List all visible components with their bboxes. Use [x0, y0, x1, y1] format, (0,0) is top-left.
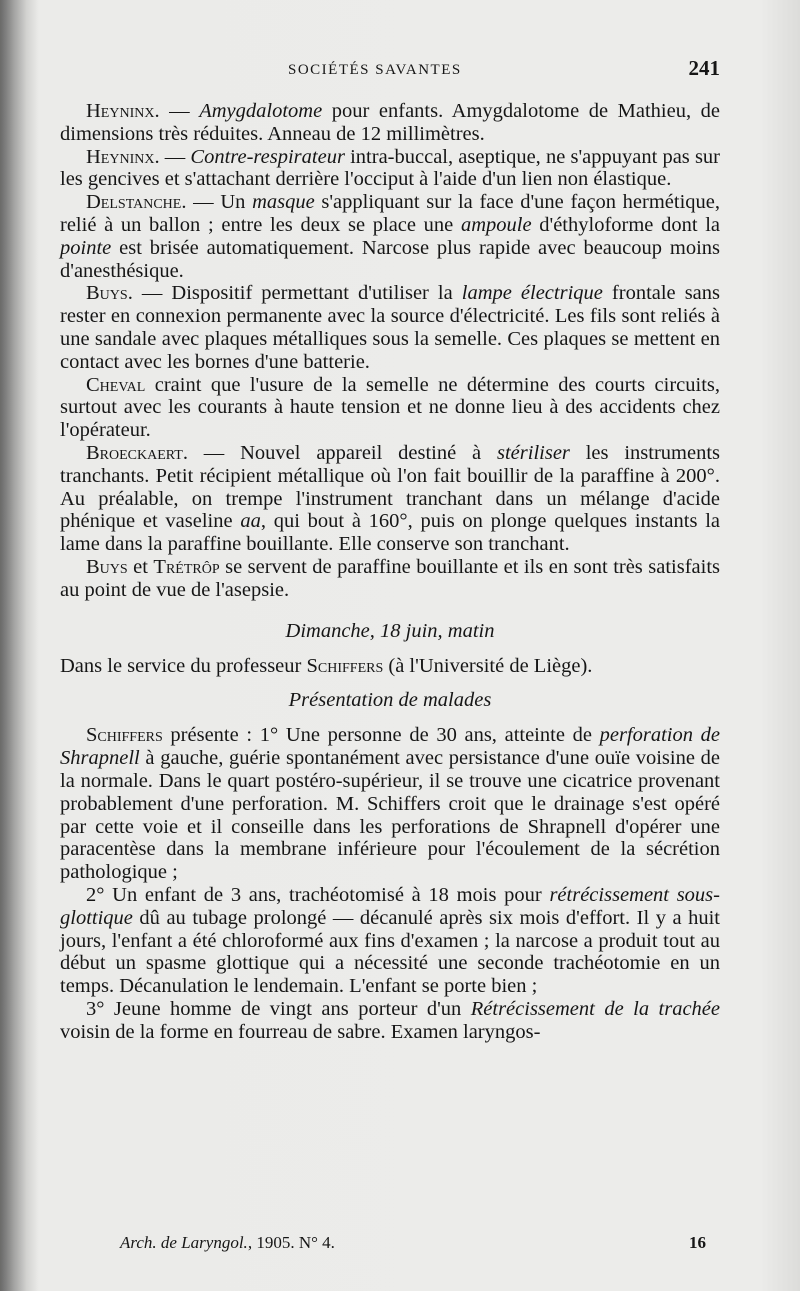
page-footer	[60, 1233, 720, 1259]
author-name: Buys	[86, 282, 128, 305]
page-header	[60, 56, 720, 86]
journal-reference	[120, 1233, 335, 1253]
author-name: Buys	[86, 555, 128, 578]
subsection-heading: Présentation de malades	[288, 689, 492, 712]
instrument-title: Contre-respirateur	[190, 145, 345, 168]
paragraph-broeckaert: Broeckaert. — Nouvel appareil destiné à stériliser les instruments tranchants. Petit récipient métallique où l'on fait bouillir de la paraffine à 200°. Au préalable, on trempe l'instrument tranchant dans un mélange d'acide phénique et vaseline aa, qui bout à 160°, puis on plonge quelques instants la lame dans la paraffine bouillante. Elle conserve son tranchant.	[60, 441, 721, 556]
paragraph-service: Dans le service du professeur Schiffers (à l'Université de Liège).	[60, 654, 593, 677]
author-name: Cheval	[86, 373, 146, 396]
author-name: Schiffers	[86, 724, 163, 747]
paragraph-buys-tretrop: Buys et Trétrôp se servent de paraffine bouillante et ils en sont très satisfaits au point de vue de l'asepsie.	[60, 555, 720, 601]
journal-issue: , 1905. N° 4.	[247, 1233, 335, 1252]
spacer	[60, 602, 720, 620]
spacer	[60, 677, 720, 689]
paragraph-case-2: 2° Un enfant de 3 ans, trachéotomisé à 18 mois pour rétrécissement sous-glottique dû au tubage prolongé — décanulé après six mois d'effort. Il y a huit jours, l'enfant a été chloroformé aux fins d'examen ; la narcose a produit tout au début un spasme glottique qui a nécessité une seconde trachéotomie en un temps. Décanulation le lendemain. L'enfant se porte bien ;	[60, 883, 720, 998]
instrument-title: Amygdalotome	[199, 100, 323, 122]
running-head: SOCIÉTÉS SAVANTES	[288, 62, 462, 78]
paragraph-delstanche: Delstanche. — Un masque s'appliquant sur la face d'une façon hermétique, relié à un ballon ; entre les deux se place une ampoule d'éthyloforme dont la pointe est brisée automatiquement. Narcose plus rapide avec beaucoup moins d'anesthésique.	[60, 191, 720, 282]
binding-shadow	[0, 0, 38, 1291]
paragraph-heyninx-contre-respirateur: Heyninx. — Contre-respirateur intra-buccal, aseptique, ne s'appuyant pas sur les gencives et s'attachant derrière l'occiput à l'aide d'un lien non élastique.	[60, 145, 720, 191]
signature-mark: 16	[689, 1233, 706, 1252]
journal-name: Arch. de Laryngol.	[120, 1233, 248, 1252]
author-name: Heyninx	[86, 100, 155, 122]
author-name: Broeckaert	[86, 441, 183, 464]
paragraph-buys: Buys. — Dispositif permettant d'utiliser la lampe électrique frontale sans rester en connexion permanente avec la source d'électricité. Les fils sont reliés à une sandale avec plaques métalliques sous la semelle. Ces plaques se mettent en contact avec les bornes d'une batterie.	[60, 282, 721, 373]
paragraph-schiffers: Schiffers présente : 1° Une personne de 30 ans, atteinte de perforation de Shrapnell à gauche, guérie spontanément avec persistance d'une ouïe voisine de la normale. Dans le quart postéro-supérieur, il se trouve une cicatrice provenant probablement d'une perforation. M. Schiffers croit que le drainage s'est opéré par cette voie et il conseille dans les perforations de Shrapnell d'opérer une paracentèse dans la membrane inférieure pour l'écoulement de la sécrétion pathologique ;	[60, 724, 720, 884]
section-heading: Dimanche, 18 juin, matin	[285, 619, 495, 642]
author-name: Schiffers	[306, 654, 384, 677]
paragraph-cheval: Cheval craint que l'usure de la semelle ne détermine des courts circuits, surtout avec les courants à haute tension et ne donne lieu à des accidents chez l'opérateur.	[60, 373, 720, 442]
spacer	[60, 643, 720, 655]
author-name: Heyninx	[86, 145, 155, 168]
author-name: Delstanche	[86, 191, 182, 214]
body-text	[60, 100, 720, 1043]
page-number: 241	[688, 56, 720, 80]
author-name: Trétrôp	[153, 555, 220, 578]
paragraph-heyninx-amygdalotome: Heyninx. — Amygdalotome pour enfants. Amygdalotome de Mathieu, de dimensions très réduites. Anneau de 12 millimètres.	[60, 100, 720, 145]
paragraph-case-3: 3° Jeune homme de vingt ans porteur d'un Rétrécissement de la trachée voisin de la forme en fourreau de sabre. Examen laryngos-	[60, 997, 721, 1043]
spacer	[60, 712, 720, 724]
